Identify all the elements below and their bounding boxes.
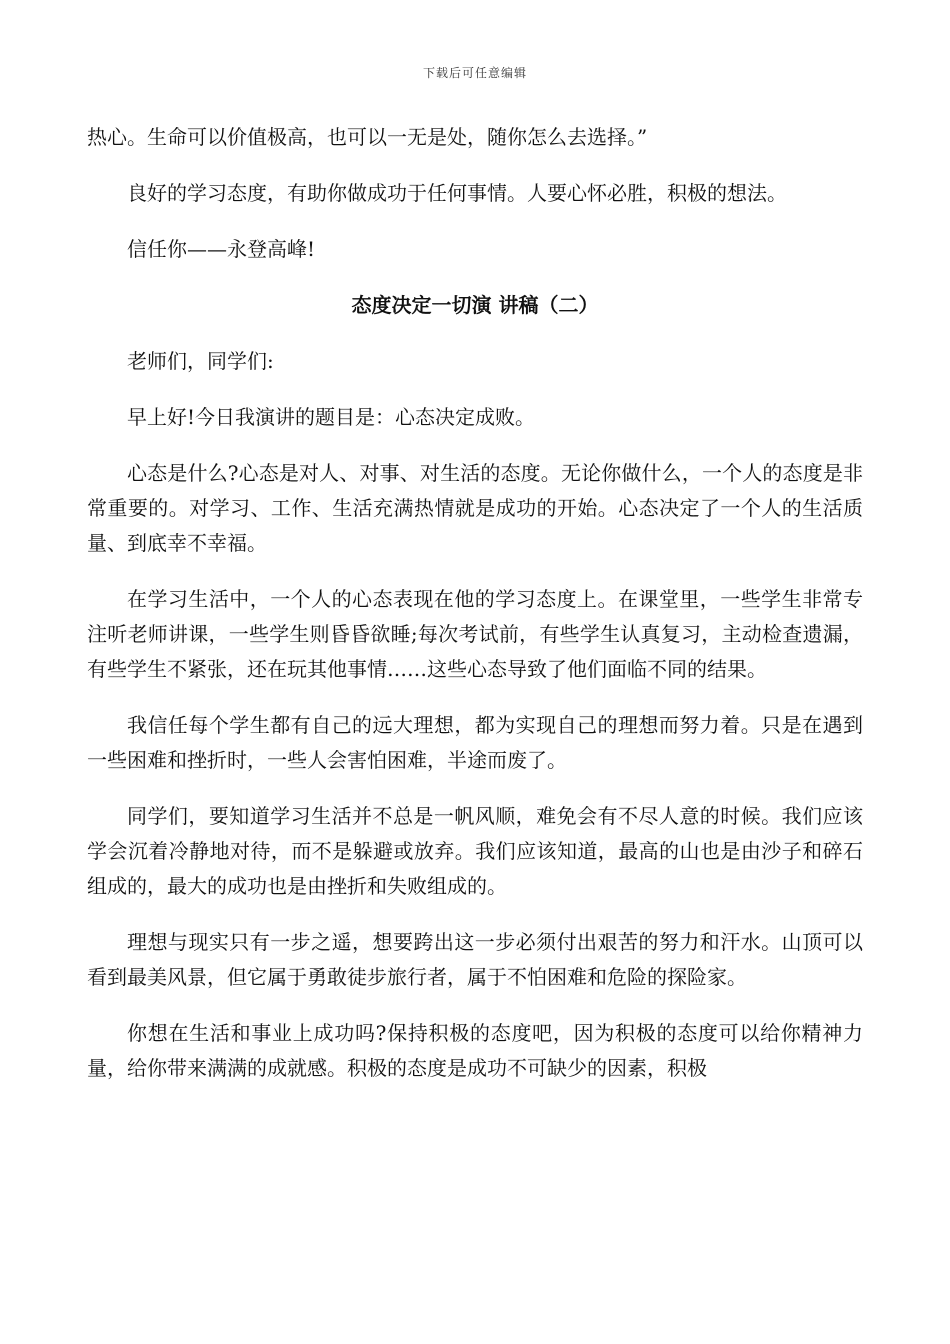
paragraph: 早上好!今日我演讲的题目是：心态决定成败。	[127, 405, 536, 429]
paragraph: 同学们，要知道学习生活并不总是一帆风顺，难免会有不尽人意的时候。我们应该学会沉着冷静地对待，而不是躲避或放弃。我们应该知道，最高的山也是由沙子和碎石组成的，最大的成功也是由挫折和失败组成的。	[87, 804, 863, 898]
paragraph: 理想与现实只有一步之遥，想要跨出这一步必须付出艰苦的努力和汗水。山顶可以看到最美风景，但它属于勇敢徒步旅行者，属于不怕困难和危险的探险家。	[87, 930, 863, 989]
paragraph-continuation: 热心。生命可以价值极高，也可以一无是处，随你怎么去选择。”	[87, 125, 648, 149]
page-header: 下载后可任意编辑	[422, 66, 527, 80]
document-body	[87, 120, 863, 1086]
paragraph: 你想在生活和事业上成功吗?保持积极的态度吧，因为积极的态度可以给你精神力量，给你带来满满的成就感。积极的态度是成功不可缺少的因素，积极	[87, 1021, 863, 1080]
paragraph: 在学习生活中，一个人的心态表现在他的学习态度上。在课堂里，一些学生非常专注听老师讲课，一些学生则昏昏欲睡;每次考试前，有些学生认真复习，主动检查遗漏，有些学生不紧张，还在玩其他事情……这些心态导致了他们面临不同的结果。	[87, 587, 863, 681]
section-title: 态度决定一切演 讲稿（二）	[351, 293, 599, 317]
paragraph: 心态是什么?心态是对人、对事、对生活的态度。无论你做什么，一个人的态度是非常重要的。对学习、工作、生活充满热情就是成功的开始。心态决定了一个人的生活质量、到底幸不幸福。	[87, 461, 863, 555]
paragraph: 信任你——永登高峰!	[127, 237, 316, 261]
paragraph: 我信任每个学生都有自己的远大理想，都为实现自己的理想而努力着。只是在遇到一些困难和挫折时，一些人会害怕困难，半途而废了。	[87, 713, 863, 772]
greeting: 老师们，同学们:	[127, 349, 274, 373]
paragraph: 良好的学习态度，有助你做成功于任何事情。人要心怀必胜，积极的想法。	[127, 181, 787, 205]
